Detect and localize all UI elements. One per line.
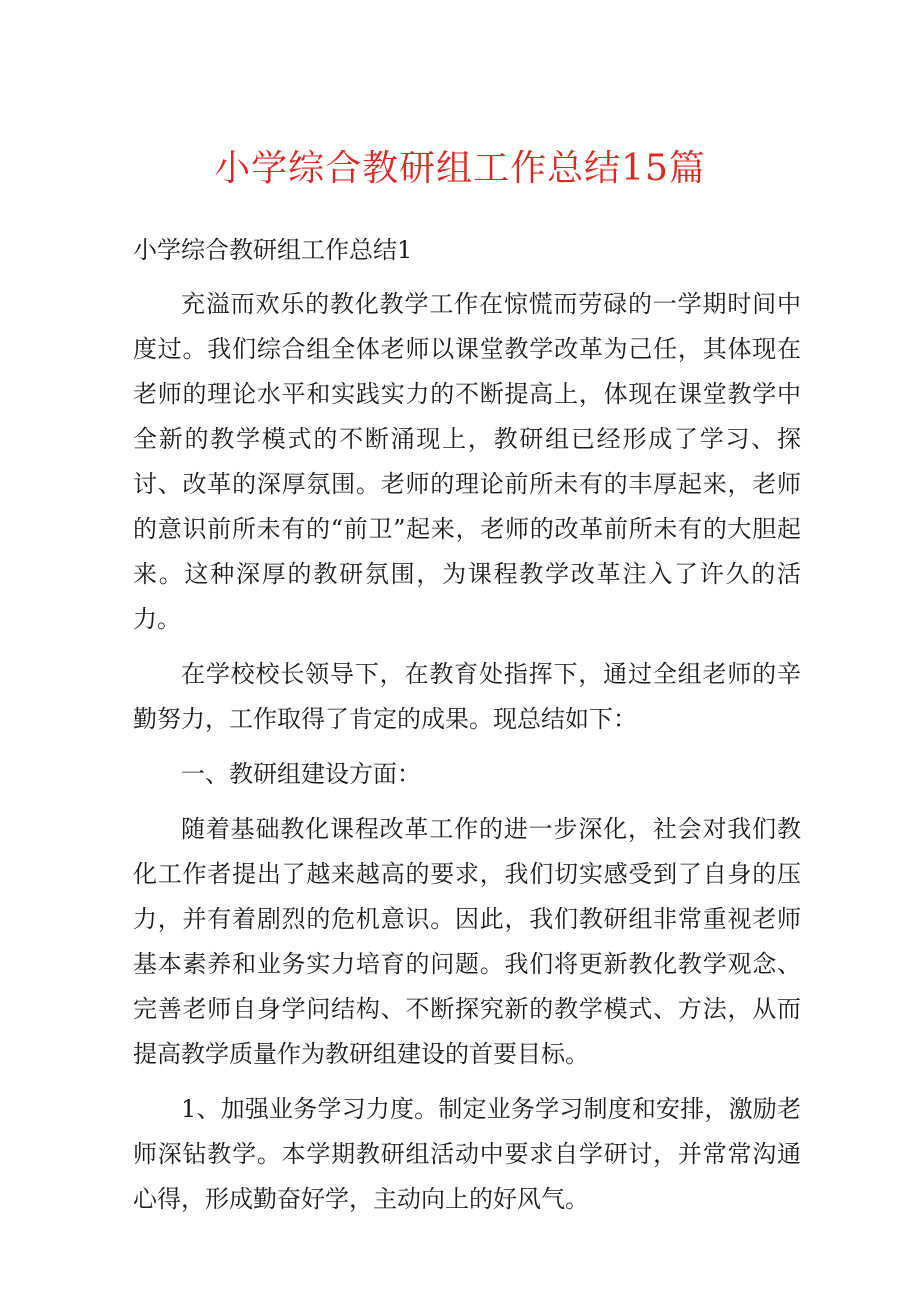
document-body	[133, 228, 801, 1232]
paragraph-intro: 充溢而欢乐的教化教学工作在惊慌而劳碌的一学期时间中度过。我们综合组全体老师以课堂教学改革为己任，其体现在老师的理论水平和实践实力的不断提高上，体现在课堂教学中全新的教学模式的不断涌现上，教研组已经形成了学习、探讨、改革的深厚氛围。老师的理论前所未有的丰厚起来，老师的意识前所未有的“前卫”起来，老师的改革前所未有的大胆起来。这种深厚的教研氛围，为课程教学改革注入了许久的活力。	[133, 290, 801, 633]
document-title: 小学综合教研组工作总结15篇	[214, 148, 706, 189]
paragraph-item-one: 1、加强业务学习力度。制定业务学习制度和安排，激励老师深钻教学。本学期教研组活动中要求自学研讨，并常常沟通心得，形成勤奋好学，主动向上的好风气。	[133, 1095, 801, 1213]
section-subtitle: 小学综合教研组工作总结1	[133, 236, 413, 264]
paragraph-summary-lead: 在学校校长领导下，在教育处指挥下，通过全组老师的辛勤努力，工作取得了肯定的成果。现总结如下：	[133, 660, 801, 733]
heading-section-one: 一、教研组建设方面：	[181, 760, 421, 788]
paragraph-group-building: 随着基础教化课程改革工作的进一步深化，社会对我们教化工作者提出了越来越高的要求，我们切实感受到了自身的压力，并有着剧烈的危机意识。因此，我们教研组非常重视老师基本素养和业务实力培育的问题。我们将更新教化教学观念、完善老师自身学问结构、不断探究新的教学模式、方法，从而提高教学质量作为教研组建设的首要目标。	[133, 815, 801, 1068]
